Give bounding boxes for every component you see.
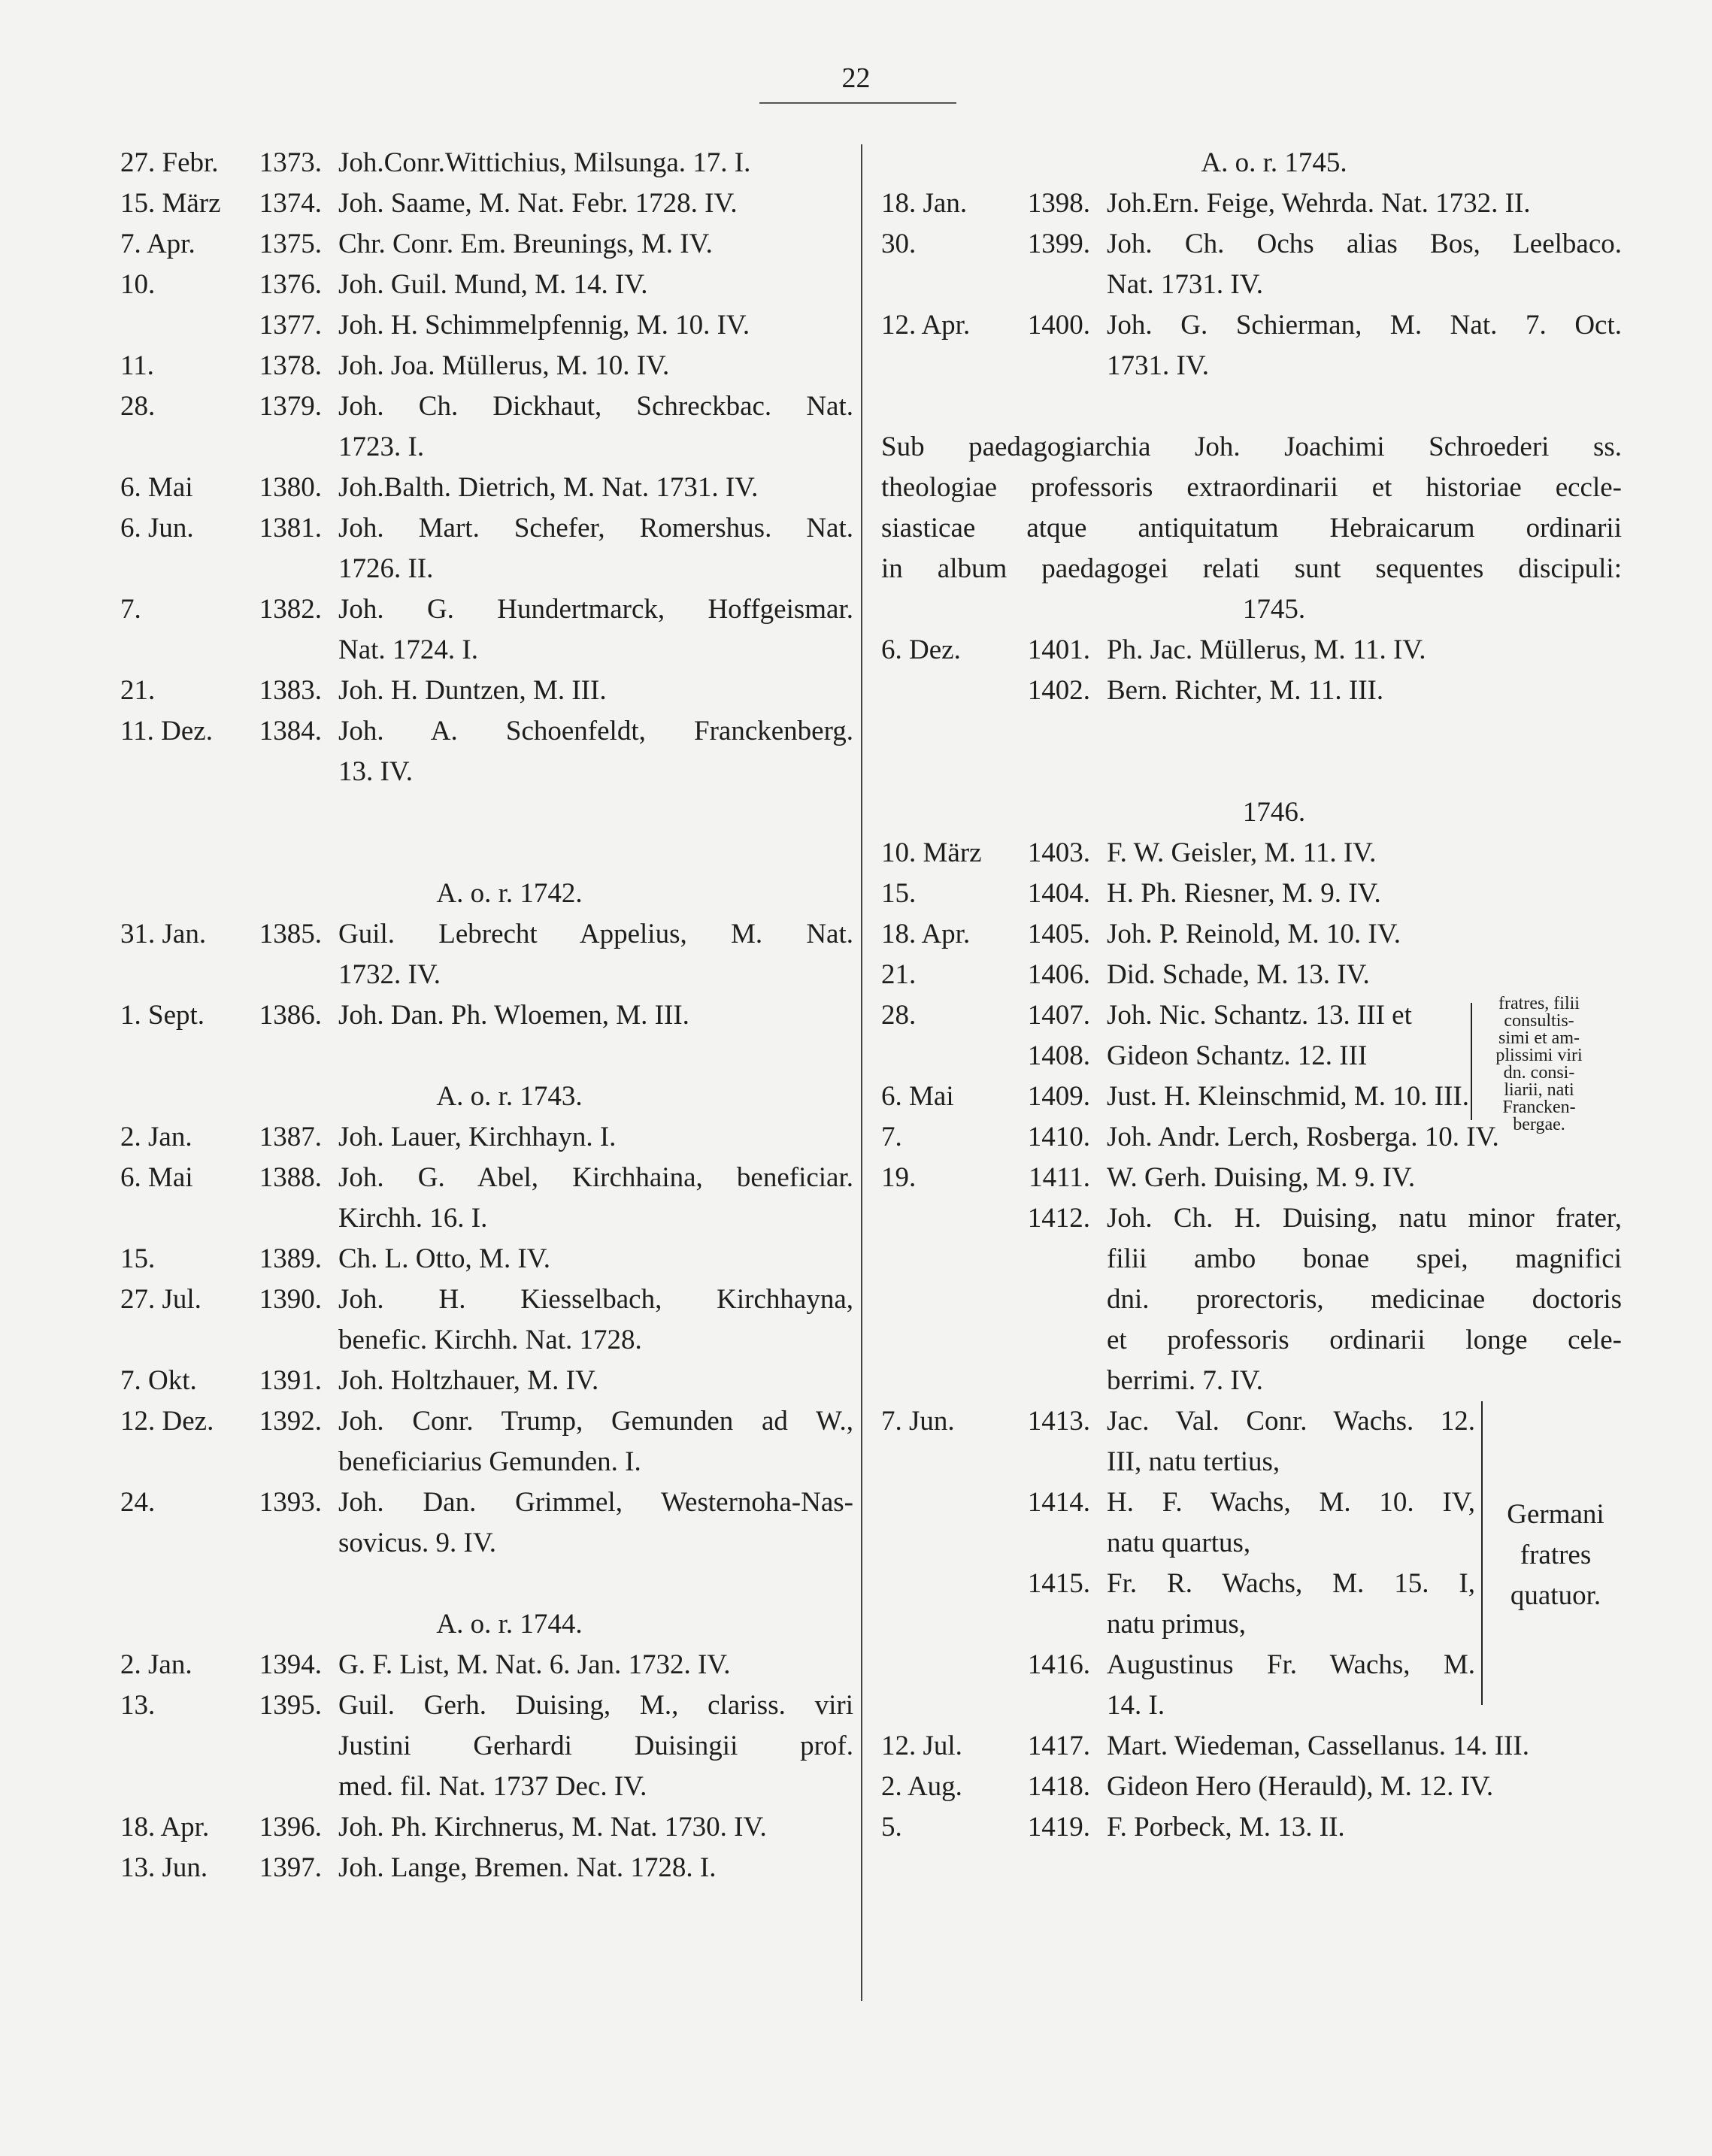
- entry-date: 19.: [881, 1162, 917, 1193]
- entry-number: 1385.: [259, 919, 322, 949]
- entry-text: benefic. Kirchh. Nat. 1728.: [338, 1325, 642, 1355]
- entry-text: 13. IV.: [338, 756, 414, 787]
- entry-text: Joh. A. Schoenfeldt, Franckenberg.: [338, 716, 853, 746]
- entry-text: Joh. Andr. Lerch, Rosberga. 10. IV.: [1107, 1122, 1499, 1152]
- entry-number: 1401.: [1027, 634, 1090, 665]
- register-entry: [881, 224, 1622, 265]
- register-entry-continuation: [120, 752, 853, 792]
- entry-number: 1373.: [259, 147, 322, 178]
- entry-number: 1400.: [1027, 310, 1090, 341]
- register-entry: [881, 183, 1622, 224]
- entry-date: 6. Mai: [881, 1081, 954, 1112]
- entry-date: 28.: [120, 391, 156, 422]
- entry-date: 15.: [120, 1243, 156, 1274]
- entry-text: beneficiarius Gemunden. I.: [338, 1446, 641, 1477]
- register-entry: [881, 874, 1622, 914]
- entry-text: Joh. Nic. Schantz. 13. III et: [1107, 1000, 1412, 1031]
- entry-number: 1374.: [259, 188, 322, 219]
- entry-date: 11. Dez.: [120, 716, 213, 746]
- register-entry: [120, 1807, 853, 1848]
- register-entry-continuation: [120, 1726, 853, 1767]
- entry-text: 1726. II.: [338, 553, 434, 584]
- register-entry-continuation: [881, 1239, 1622, 1279]
- entry-number: 1403.: [1027, 837, 1090, 868]
- entry-text: Joh. Dan. Ph. Wloemen, M. III.: [338, 1000, 689, 1031]
- entry-number: 1390.: [259, 1284, 322, 1315]
- spacer: [120, 1564, 853, 1604]
- entry-text: Did. Schade, M. 13. IV.: [1107, 959, 1370, 990]
- entry-text: Joh.Balth. Dietrich, M. Nat. 1731. IV.: [338, 472, 759, 503]
- entry-date: [881, 1036, 1017, 1076]
- entry-text: Augustinus Fr. Wachs, M.: [1107, 1649, 1475, 1680]
- entry-number: 1396.: [259, 1812, 322, 1843]
- entry-text: med. fil. Nat. 1737 Dec. IV.: [338, 1771, 647, 1802]
- entry-date: [120, 305, 247, 346]
- entry-number: 1393.: [259, 1487, 322, 1518]
- entry-text: sovicus. 9. IV.: [338, 1528, 497, 1558]
- entry-number: 1377.: [259, 310, 322, 341]
- register-entry: [881, 1807, 1622, 1848]
- entry-number: 1386.: [259, 1000, 322, 1031]
- entry-text: berrimi. 7. IV.: [1107, 1365, 1263, 1396]
- entry-number: 1413.: [1027, 1406, 1090, 1437]
- register-entry: [120, 711, 853, 752]
- entry-text: Joh. H. Duntzen, M. III.: [338, 675, 607, 706]
- register-entry: [120, 1117, 853, 1158]
- register-entry-continuation: [120, 1320, 853, 1361]
- entry-text: Kirchh. 16. I.: [338, 1203, 488, 1234]
- register-entry-continuation: [120, 1442, 853, 1482]
- entry-date: 27. Jul.: [120, 1284, 202, 1315]
- register-entry: [881, 1767, 1622, 1807]
- entry-text: Joh. P. Reinold, M. 10. IV.: [1107, 919, 1401, 949]
- entry-number: 1407.: [1027, 1000, 1090, 1031]
- entry-text: Guil. Gerh. Duising, M., clariss. viri: [338, 1690, 853, 1721]
- entry-text: natu primus,: [1107, 1609, 1246, 1640]
- entry-text: Joh. G. Abel, Kirchhaina, beneficiar.: [338, 1162, 853, 1193]
- entry-text: H. F. Wachs, M. 10. IV,: [1107, 1487, 1475, 1518]
- note-text: [1492, 1401, 1620, 1616]
- entry-number: 1416.: [1027, 1649, 1090, 1680]
- year-heading: A. o. r. 1745.: [1201, 147, 1347, 178]
- entry-text: G. F. List, M. Nat. 6. Jan. 1732. IV.: [338, 1649, 731, 1680]
- entry-date: 13.: [120, 1690, 156, 1721]
- year-heading: 1745.: [1242, 594, 1306, 625]
- germani-note: [1492, 1401, 1620, 1616]
- spacer: [120, 1036, 853, 1076]
- entry-text: Joh. Conr. Trump, Gemunden ad W.,: [338, 1406, 853, 1437]
- entry-date: 7.: [120, 594, 141, 625]
- register-entry-continuation: [881, 1320, 1622, 1361]
- entry-date: 6. Mai: [120, 472, 193, 503]
- register-entry: [120, 1158, 853, 1198]
- note-line: consultis-: [1504, 1011, 1574, 1031]
- entry-number: 1387.: [259, 1122, 322, 1152]
- entry-number: 1392.: [259, 1406, 322, 1437]
- entry-number: 1378.: [259, 350, 322, 381]
- entry-number: 1382.: [259, 594, 322, 625]
- year-heading: 1746.: [1242, 797, 1306, 828]
- entry-text: et professoris ordinarii longe cele-: [1107, 1325, 1622, 1355]
- entry-text: natu quartus,: [1107, 1528, 1251, 1558]
- register-entry: [120, 386, 853, 427]
- register-entry-continuation: [120, 549, 853, 589]
- note-line: bergae.: [1513, 1115, 1565, 1134]
- entry-number: 1375.: [259, 229, 322, 259]
- entry-number: 1405.: [1027, 919, 1090, 949]
- entry-number: 1381.: [259, 513, 322, 544]
- entry-number: 1394.: [259, 1649, 322, 1680]
- entry-number: 1409.: [1027, 1081, 1090, 1112]
- note-line: dn. consi-: [1503, 1063, 1575, 1083]
- register-entry: [120, 1685, 853, 1726]
- year-heading: A. o. r. 1742.: [436, 878, 583, 909]
- entry-text: Joh. Ch. Dickhaut, Schreckbac. Nat.: [338, 391, 853, 422]
- entry-number: 1411.: [1029, 1162, 1090, 1193]
- entry-date: 27. Febr.: [120, 147, 219, 178]
- register-entry: [120, 914, 853, 955]
- entry-text: filii ambo bonae spei, magnifici: [1107, 1243, 1622, 1274]
- entry-date: 10.: [120, 269, 156, 300]
- entry-text: Gideon Schantz. 12. III: [1107, 1040, 1368, 1071]
- register-entry: [120, 1279, 853, 1320]
- entry-date: 21.: [881, 959, 917, 990]
- entry-number: 1379.: [259, 391, 322, 422]
- entry-date: 7.: [881, 1122, 902, 1152]
- entry-number: 1402.: [1027, 675, 1090, 706]
- entry-text: 1732. IV.: [338, 959, 441, 990]
- schantz-note: [1475, 995, 1603, 1134]
- entry-text: III, natu tertius,: [1107, 1446, 1280, 1477]
- register-entry: [120, 224, 853, 265]
- entry-date: 28.: [881, 1000, 917, 1031]
- entry-text: Joh. Lange, Bremen. Nat. 1728. I.: [338, 1852, 717, 1883]
- entry-text: Mart. Wiedeman, Cassellanus. 14. III.: [1107, 1731, 1529, 1761]
- entry-text: Joh. Ph. Kirchnerus, M. Nat. 1730. IV.: [338, 1812, 767, 1843]
- spacer: [120, 792, 853, 874]
- register-entry: [120, 305, 853, 346]
- register-entry-continuation: [881, 1361, 1622, 1401]
- entry-text: Joh. H. Schimmelpfennig, M. 10. IV.: [338, 310, 750, 341]
- entry-date: 10. März: [881, 837, 982, 868]
- entry-text: Gideon Hero (Herauld), M. 12. IV.: [1107, 1771, 1494, 1802]
- register-entry-continuation: [881, 265, 1622, 305]
- entry-date: 15.: [881, 878, 917, 909]
- brace: [1481, 1401, 1483, 1705]
- register-entry: [881, 914, 1622, 955]
- register-entry: [120, 1401, 853, 1442]
- entry-date: 15. März: [120, 188, 221, 219]
- entry-date: 1. Sept.: [120, 1000, 205, 1031]
- intro-paragraph-line: siasticae atque antiquitatum Hebraicarum ordinarii: [881, 513, 1622, 544]
- register-entry: [120, 1848, 853, 1888]
- page-number: 22: [841, 62, 871, 94]
- register-entry: [120, 346, 853, 386]
- register-entry: [120, 1645, 853, 1685]
- entry-date: 11.: [120, 350, 154, 381]
- register-entry: [120, 508, 853, 549]
- entry-text: Joh.Ern. Feige, Wehrda. Nat. 1732. II.: [1107, 188, 1531, 219]
- entry-text: F. W. Geisler, M. 11. IV.: [1107, 837, 1377, 868]
- entry-text: Joh. G. Hundertmarck, Hoffgeismar.: [338, 594, 853, 625]
- entry-date: 7. Okt.: [120, 1365, 197, 1396]
- register-entry: [881, 671, 1622, 711]
- entry-text: 1731. IV.: [1107, 350, 1210, 381]
- note-line: fratres, filii: [1498, 994, 1580, 1013]
- entry-date: 31. Jan.: [120, 919, 207, 949]
- entry-number: 1391.: [259, 1365, 322, 1396]
- entry-text: Joh. Dan. Grimmel, Westernoha-Nas-: [338, 1487, 853, 1518]
- entry-number: 1415.: [1027, 1568, 1090, 1599]
- entry-date: [881, 1198, 1017, 1239]
- entry-text: Joh. Guil. Mund, M. 14. IV.: [338, 269, 648, 300]
- entry-date: 12. Apr.: [881, 310, 971, 341]
- register-entry: [120, 671, 853, 711]
- entry-text: Joh. G. Schierman, M. Nat. 7. Oct.: [1107, 310, 1622, 341]
- entry-number: 1384.: [259, 716, 322, 746]
- entry-text: Joh. Lauer, Kirchhayn. I.: [338, 1122, 617, 1152]
- entry-number: 1408.: [1027, 1040, 1090, 1071]
- register-entry-continuation: [881, 1685, 1622, 1726]
- entry-date: 6. Jun.: [120, 513, 194, 544]
- entry-text: Joh. Saame, M. Nat. Febr. 1728. IV.: [338, 188, 738, 219]
- entry-text: Ch. L. Otto, M. IV.: [338, 1243, 550, 1274]
- entry-text: Ph. Jac. Müllerus, M. 11. IV.: [1107, 634, 1426, 665]
- register-entry: [120, 1239, 853, 1279]
- entry-number: 1417.: [1027, 1731, 1090, 1761]
- entry-date: [881, 671, 1017, 711]
- entry-text: Joh. Ch. H. Duising, natu minor frater,: [1107, 1203, 1622, 1234]
- entry-date: 18. Jan.: [881, 188, 968, 219]
- entry-number: 1419.: [1027, 1812, 1090, 1843]
- entry-date: 12. Dez.: [120, 1406, 214, 1437]
- spacer: [881, 386, 1622, 427]
- register-entry: [881, 1645, 1622, 1685]
- entry-number: 1383.: [259, 675, 322, 706]
- entry-date: [881, 1482, 1017, 1523]
- entry-text: Joh. H. Kiesselbach, Kirchhayna,: [338, 1284, 853, 1315]
- register-entry-continuation: [120, 1767, 853, 1807]
- intro-paragraph-line: Sub paedagogiarchia Joh. Joachimi Schroederi ss.: [881, 432, 1622, 462]
- entry-date: 13. Jun.: [120, 1852, 208, 1883]
- entry-text: 1723. I.: [338, 432, 425, 462]
- note-line: Germani: [1507, 1499, 1604, 1530]
- entry-number: 1389.: [259, 1243, 322, 1274]
- entry-date: 21.: [120, 675, 156, 706]
- intro-paragraph-line: theologiae professoris extraordinarii et historiae eccle-: [881, 472, 1622, 503]
- register-entry: [881, 630, 1622, 671]
- entry-number: 1376.: [259, 269, 322, 300]
- entry-date: [881, 1645, 1017, 1685]
- entry-date: 5.: [881, 1812, 902, 1843]
- note-line: fratres: [1520, 1540, 1592, 1570]
- entry-date: 6. Mai: [120, 1162, 193, 1193]
- register-entry: [881, 1198, 1622, 1239]
- entry-number: 1380.: [259, 472, 322, 503]
- entry-text: Nat. 1731. IV.: [1107, 269, 1263, 300]
- entry-number: 1406.: [1027, 959, 1090, 990]
- entry-date: 7. Apr.: [120, 229, 195, 259]
- entry-date: 2. Jan.: [120, 1122, 192, 1152]
- register-entry: [881, 1726, 1622, 1767]
- entry-date: 18. Apr.: [120, 1812, 210, 1843]
- entry-number: 1412.: [1027, 1203, 1090, 1234]
- entry-text: Joh. Joa. Müllerus, M. 10. IV.: [338, 350, 670, 381]
- year-heading: A. o. r. 1744.: [436, 1609, 583, 1640]
- entry-date: 24.: [120, 1487, 156, 1518]
- register-entry-continuation: [881, 1279, 1622, 1320]
- register-entry-continuation: [881, 346, 1622, 386]
- entry-number: 1418.: [1027, 1771, 1090, 1802]
- brace: [1471, 1003, 1472, 1120]
- entry-text: Just. H. Kleinschmid, M. 10. III.: [1107, 1081, 1469, 1112]
- entry-text: Joh. Holtzhauer, M. IV.: [338, 1365, 599, 1396]
- entry-text: Bern. Richter, M. 11. III.: [1107, 675, 1384, 706]
- register-entry: [120, 589, 853, 630]
- year-heading: A. o. r. 1743.: [436, 1081, 583, 1112]
- spacer: [881, 711, 1622, 792]
- entry-text: Jac. Val. Conr. Wachs. 12.: [1107, 1406, 1475, 1437]
- entry-date: 18. Apr.: [881, 919, 971, 949]
- register-entry: [120, 265, 853, 305]
- note-line: Francken-: [1502, 1098, 1576, 1117]
- entry-text: H. Ph. Riesner, M. 9. IV.: [1107, 878, 1381, 909]
- register-entry-continuation: [120, 1198, 853, 1239]
- entry-number: 1414.: [1027, 1487, 1090, 1518]
- note-line: liarii, nati: [1504, 1080, 1574, 1100]
- register-entry: [881, 305, 1622, 346]
- register-entry: [120, 1361, 853, 1401]
- register-entry-continuation: [120, 955, 853, 995]
- entry-date: 2. Jan.: [120, 1649, 192, 1680]
- entry-number: 1410.: [1027, 1122, 1090, 1152]
- right-column: [881, 143, 1622, 1848]
- entry-date: 12. Jul.: [881, 1731, 962, 1761]
- entry-text: Justini Gerhardi Duisingii prof.: [338, 1731, 853, 1761]
- register-entry-continuation: [120, 1523, 853, 1564]
- entry-text: Nat. 1724. I.: [338, 634, 478, 665]
- entry-text: 14. I.: [1107, 1690, 1165, 1721]
- note-line: quatuor.: [1510, 1580, 1601, 1611]
- entry-text: Joh.Conr.Wittichius, Milsunga. 17. I.: [338, 147, 751, 178]
- entry-number: 1399.: [1027, 229, 1090, 259]
- header-rule: [759, 102, 956, 104]
- entry-text: Guil. Lebrecht Appelius, M. Nat.: [338, 919, 853, 949]
- entry-number: 1395.: [259, 1690, 322, 1721]
- entry-date: 7. Jun.: [881, 1406, 955, 1437]
- entry-number: 1388.: [259, 1162, 322, 1193]
- entry-date: 2. Aug.: [881, 1771, 962, 1802]
- register-entry: [881, 1158, 1622, 1198]
- note-line: plissimi viri: [1495, 1046, 1583, 1065]
- entry-date: [881, 1564, 1017, 1604]
- entry-date: 30.: [881, 229, 917, 259]
- entry-text: Chr. Conr. Em. Breunings, M. IV.: [338, 229, 713, 259]
- intro-paragraph-line: in album paedagogei relati sunt sequentes discipuli:: [881, 553, 1622, 584]
- entry-text: dni. prorectoris, medicinae doctoris: [1107, 1284, 1622, 1315]
- register-entry: [120, 143, 853, 183]
- left-column: [120, 143, 853, 1888]
- entry-text: F. Porbeck, M. 13. II.: [1107, 1812, 1345, 1843]
- register-entry: [120, 995, 853, 1036]
- register-entry: [120, 1482, 853, 1523]
- entry-number: 1398.: [1027, 188, 1090, 219]
- column-divider: [861, 144, 862, 2001]
- wachs-brothers-group: [881, 1401, 1622, 1726]
- register-entry: [120, 468, 853, 508]
- register-entry: [881, 955, 1622, 995]
- register-entry: [881, 833, 1622, 874]
- note-line: simi et am-: [1498, 1028, 1580, 1048]
- entry-number: 1397.: [259, 1852, 322, 1883]
- entry-text: Fr. R. Wachs, M. 15. I,: [1107, 1568, 1475, 1599]
- register-entry: [120, 183, 853, 224]
- register-entry-continuation: [120, 630, 853, 671]
- entry-text: W. Gerh. Duising, M. 9. IV.: [1107, 1162, 1416, 1193]
- entry-number: 1404.: [1027, 878, 1090, 909]
- register-entry-continuation: [120, 427, 853, 468]
- intro-paragraph: [881, 427, 1622, 589]
- entry-text: Joh. Ch. Ochs alias Bos, Leelbaco.: [1107, 229, 1622, 259]
- entry-text: Joh. Mart. Schefer, Romershus. Nat.: [338, 513, 853, 544]
- entry-date: 6. Dez.: [881, 634, 961, 665]
